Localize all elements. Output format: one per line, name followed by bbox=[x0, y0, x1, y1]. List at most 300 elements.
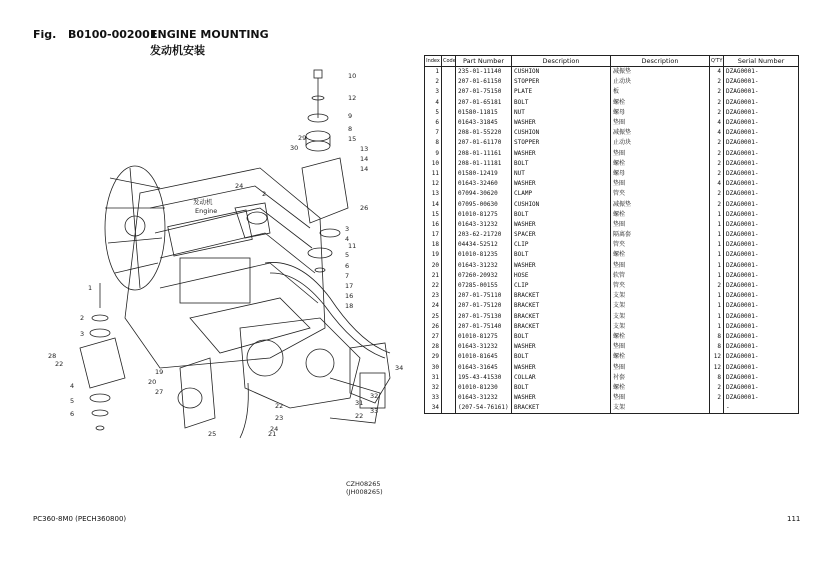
cell-qty: 8 bbox=[710, 332, 724, 342]
cell-part-number: 01010-81230 bbox=[456, 383, 512, 393]
cell-index: 29 bbox=[425, 352, 442, 362]
table-row bbox=[425, 261, 799, 271]
cell-qty: 2 bbox=[710, 108, 724, 118]
cell-serial-number: DZAG0001- bbox=[724, 220, 799, 230]
cell-index: 11 bbox=[425, 169, 442, 179]
callout-label: 16 bbox=[345, 292, 354, 300]
cell-index: 34 bbox=[425, 403, 442, 414]
table-row bbox=[425, 240, 799, 250]
callout-label: 32 bbox=[370, 392, 379, 400]
cell-description-en: BRACKET bbox=[512, 322, 611, 332]
cell-serial-number: DZAG0001- bbox=[724, 77, 799, 87]
cell-index: 32 bbox=[425, 383, 442, 393]
cell-code bbox=[442, 393, 456, 403]
cell-qty: 1 bbox=[710, 312, 724, 322]
cell-index: 15 bbox=[425, 210, 442, 220]
cell-description-en: BOLT bbox=[512, 210, 611, 220]
cell-part-number: 208-01-11181 bbox=[456, 159, 512, 169]
cell-index: 1 bbox=[425, 67, 442, 78]
cell-part-number: 207-01-65181 bbox=[456, 98, 512, 108]
cell-qty: 8 bbox=[710, 342, 724, 352]
callout-label: 19 bbox=[155, 368, 164, 376]
cell-qty: 1 bbox=[710, 220, 724, 230]
cell-serial-number: DZAG0001- bbox=[724, 393, 799, 403]
callout-label: 18 bbox=[345, 302, 354, 310]
cell-qty: 2 bbox=[710, 98, 724, 108]
cell-qty: 4 bbox=[710, 128, 724, 138]
table-row bbox=[425, 149, 799, 159]
cell-description-cn: 螺栓 bbox=[611, 98, 710, 108]
table-row bbox=[425, 128, 799, 138]
cell-serial-number: DZAG0001- bbox=[724, 373, 799, 383]
page-title-chinese: 发动机安装 bbox=[150, 44, 205, 57]
cell-index: 27 bbox=[425, 332, 442, 342]
cell-description-cn: 垫圈 bbox=[611, 118, 710, 128]
table-row bbox=[425, 67, 799, 78]
cell-description-cn: 软管 bbox=[611, 271, 710, 281]
cell-description-en: WASHER bbox=[512, 118, 611, 128]
cell-index: 9 bbox=[425, 149, 442, 159]
cell-index: 18 bbox=[425, 240, 442, 250]
cell-index: 13 bbox=[425, 189, 442, 199]
cell-serial-number: DZAG0001- bbox=[724, 281, 799, 291]
cell-qty: 2 bbox=[710, 159, 724, 169]
cell-part-number: 01010-81645 bbox=[456, 352, 512, 362]
table-row bbox=[425, 210, 799, 220]
cell-code bbox=[442, 271, 456, 281]
cell-qty: 12 bbox=[710, 362, 724, 372]
cell-description-cn: 垫圈 bbox=[611, 179, 710, 189]
cell-description-cn: 螺母 bbox=[611, 108, 710, 118]
cell-serial-number: DZAG0001- bbox=[724, 261, 799, 271]
parts-table-header bbox=[425, 56, 799, 67]
cell-index: 16 bbox=[425, 220, 442, 230]
column-header-part-number: Part Number bbox=[456, 56, 512, 67]
cell-code bbox=[442, 383, 456, 393]
cell-code bbox=[442, 261, 456, 271]
engine-mounting-drawing bbox=[30, 58, 420, 508]
cell-qty: 2 bbox=[710, 393, 724, 403]
cell-description-en: NUT bbox=[512, 169, 611, 179]
page-title: ENGINE MOUNTING bbox=[150, 28, 269, 41]
cell-part-number: 01010-81275 bbox=[456, 210, 512, 220]
cell-code bbox=[442, 189, 456, 199]
cell-part-number: 203-62-21720 bbox=[456, 230, 512, 240]
table-row bbox=[425, 138, 799, 148]
cell-index: 25 bbox=[425, 312, 442, 322]
callout-label: 24 bbox=[270, 425, 279, 433]
cell-code bbox=[442, 312, 456, 322]
cell-description-en: BRACKET bbox=[512, 312, 611, 322]
table-row bbox=[425, 77, 799, 87]
cell-serial-number: DZAG0001- bbox=[724, 250, 799, 260]
cell-part-number: 208-01-11161 bbox=[456, 149, 512, 159]
cell-code bbox=[442, 169, 456, 179]
cell-description-cn: 支架 bbox=[611, 301, 710, 311]
cell-part-number: 195-43-41530 bbox=[456, 373, 512, 383]
callout-label: 1 bbox=[88, 284, 93, 292]
callout-label: 13 bbox=[360, 145, 369, 153]
cell-qty bbox=[710, 403, 724, 414]
cell-part-number: 01643-31232 bbox=[456, 342, 512, 352]
cell-serial-number: DZAG0001- bbox=[724, 159, 799, 169]
cell-part-number: 01580-11815 bbox=[456, 108, 512, 118]
engine-label-en: Engine bbox=[195, 207, 218, 215]
table-row bbox=[425, 322, 799, 332]
callout-label: 17 bbox=[345, 282, 354, 290]
page-number: 111 bbox=[787, 515, 801, 523]
cell-description-en: BRACKET bbox=[512, 403, 611, 414]
callout-label: 34 bbox=[395, 364, 404, 372]
table-row bbox=[425, 87, 799, 97]
cell-serial-number: DZAG0001- bbox=[724, 271, 799, 281]
cell-code bbox=[442, 149, 456, 159]
callout-label: 6 bbox=[345, 262, 350, 270]
cell-index: 20 bbox=[425, 261, 442, 271]
callout-label: 25 bbox=[208, 430, 217, 438]
cell-index: 2 bbox=[425, 77, 442, 87]
cell-description-cn: 螺栓 bbox=[611, 250, 710, 260]
cell-part-number: 07094-30620 bbox=[456, 189, 512, 199]
cell-qty: 2 bbox=[710, 87, 724, 97]
cell-description-en: BRACKET bbox=[512, 301, 611, 311]
cell-part-number: 01643-31845 bbox=[456, 118, 512, 128]
cell-index: 10 bbox=[425, 159, 442, 169]
cell-description-cn: 螺栓 bbox=[611, 383, 710, 393]
cell-serial-number: DZAG0001- bbox=[724, 87, 799, 97]
cell-serial-number: DZAG0001- bbox=[724, 199, 799, 209]
cell-serial-number: DZAG0001- bbox=[724, 291, 799, 301]
callout-label: 2 bbox=[80, 314, 85, 322]
cell-index: 17 bbox=[425, 230, 442, 240]
callout-label: 2 bbox=[262, 190, 267, 198]
cell-part-number: 01643-31232 bbox=[456, 220, 512, 230]
cell-description-en: BOLT bbox=[512, 383, 611, 393]
column-header-serial-number: Serial Number bbox=[724, 56, 799, 67]
cell-serial-number: DZAG0001- bbox=[724, 352, 799, 362]
cell-part-number: 01643-31645 bbox=[456, 362, 512, 372]
hydraulic-pump bbox=[240, 318, 360, 408]
column-header-description-cn: Description bbox=[611, 56, 710, 67]
cell-serial-number: DZAG0001- bbox=[724, 301, 799, 311]
cell-description-cn: 垫圈 bbox=[611, 220, 710, 230]
cell-code bbox=[442, 138, 456, 148]
callout-label: 4 bbox=[345, 235, 350, 243]
cell-part-number: 207-01-61150 bbox=[456, 77, 512, 87]
cell-serial-number: DZAG0001- bbox=[724, 138, 799, 148]
callout-label: 8 bbox=[348, 125, 353, 133]
bracket-bottom bbox=[180, 358, 215, 428]
cell-description-en: WASHER bbox=[512, 393, 611, 403]
callout-label: 27 bbox=[155, 388, 164, 396]
cell-description-cn: 管夹 bbox=[611, 189, 710, 199]
bracket-left-lower bbox=[80, 338, 125, 388]
cell-serial-number: DZAG0001- bbox=[724, 383, 799, 393]
drawing-ref-code: CZH08265 bbox=[346, 480, 381, 488]
callout-label: 3 bbox=[345, 225, 350, 233]
cell-description-en: PLATE bbox=[512, 87, 611, 97]
cell-code bbox=[442, 342, 456, 352]
cell-part-number: 01010-81235 bbox=[456, 250, 512, 260]
cell-qty: 1 bbox=[710, 301, 724, 311]
cell-description-en: CLIP bbox=[512, 281, 611, 291]
cell-part-number: 207-01-75120 bbox=[456, 301, 512, 311]
cell-serial-number: DZAG0001- bbox=[724, 128, 799, 138]
cell-serial-number: DZAG0001- bbox=[724, 210, 799, 220]
cell-index: 22 bbox=[425, 281, 442, 291]
table-row bbox=[425, 352, 799, 362]
cell-description-cn: 板 bbox=[611, 87, 710, 97]
cell-part-number: 207-01-75110 bbox=[456, 291, 512, 301]
cell-description-cn: 减振垫 bbox=[611, 67, 710, 78]
drawing-ref-code-alt: (JH008265) bbox=[346, 488, 383, 496]
cell-description-en: BRACKET bbox=[512, 291, 611, 301]
cell-part-number: 207-01-75150 bbox=[456, 87, 512, 97]
cell-code bbox=[442, 210, 456, 220]
cell-description-cn: 螺栓 bbox=[611, 352, 710, 362]
cell-serial-number: DZAG0001- bbox=[724, 230, 799, 240]
cell-serial-number: DZAG0001- bbox=[724, 362, 799, 372]
column-header-index: Index bbox=[425, 56, 442, 67]
cell-part-number: (207-54-76161) bbox=[456, 403, 512, 414]
cell-serial-number: DZAG0001- bbox=[724, 108, 799, 118]
callout-label: 22 bbox=[55, 360, 64, 368]
cell-qty: 2 bbox=[710, 189, 724, 199]
cell-code bbox=[442, 352, 456, 362]
cell-code bbox=[442, 87, 456, 97]
callout-label: 29 bbox=[298, 134, 307, 142]
cell-description-cn: 减振垫 bbox=[611, 199, 710, 209]
cell-description-cn: 止动块 bbox=[611, 138, 710, 148]
cell-index: 14 bbox=[425, 199, 442, 209]
cell-description-en: CUSHION bbox=[512, 199, 611, 209]
cell-part-number: 235-01-11140 bbox=[456, 67, 512, 78]
callout-label: 28 bbox=[48, 352, 57, 360]
cell-serial-number: DZAG0001- bbox=[724, 98, 799, 108]
table-row bbox=[425, 373, 799, 383]
column-header-code: Code bbox=[442, 56, 456, 67]
cell-description-cn: 螺栓 bbox=[611, 332, 710, 342]
table-row bbox=[425, 199, 799, 209]
cell-code bbox=[442, 291, 456, 301]
cell-index: 4 bbox=[425, 98, 442, 108]
table-row bbox=[425, 108, 799, 118]
cell-part-number: 207-01-61170 bbox=[456, 138, 512, 148]
cell-serial-number: DZAG0001- bbox=[724, 149, 799, 159]
cell-qty: 8 bbox=[710, 373, 724, 383]
cell-part-number: 01580-12419 bbox=[456, 169, 512, 179]
cell-qty: 4 bbox=[710, 118, 724, 128]
column-header-qty: Q'TY bbox=[710, 56, 724, 67]
callout-label: 23 bbox=[275, 414, 284, 422]
cell-qty: 1 bbox=[710, 210, 724, 220]
callout-label: 22 bbox=[355, 412, 364, 420]
cell-serial-number: DZAG0001- bbox=[724, 169, 799, 179]
cell-part-number: 07095-00630 bbox=[456, 199, 512, 209]
cell-description-cn: 垫圈 bbox=[611, 362, 710, 372]
parts-table-body bbox=[425, 67, 799, 414]
engine-block bbox=[125, 168, 325, 368]
callout-label: 30 bbox=[290, 144, 299, 152]
callout-label: 33 bbox=[370, 407, 379, 415]
callout-label: 6 bbox=[70, 410, 75, 418]
table-row bbox=[425, 169, 799, 179]
cell-code bbox=[442, 108, 456, 118]
cell-code bbox=[442, 98, 456, 108]
cell-serial-number: DZAG0001- bbox=[724, 322, 799, 332]
table-row bbox=[425, 312, 799, 322]
callout-label: 3 bbox=[80, 330, 85, 338]
table-row bbox=[425, 281, 799, 291]
table-row bbox=[425, 362, 799, 372]
table-row bbox=[425, 220, 799, 230]
cell-description-en: BOLT bbox=[512, 250, 611, 260]
table-row bbox=[425, 230, 799, 240]
mount-bracket-right bbox=[302, 158, 348, 223]
cell-serial-number: DZAG0001- bbox=[724, 312, 799, 322]
callout-label: 7 bbox=[345, 272, 350, 280]
cell-qty: 1 bbox=[710, 250, 724, 260]
callout-label: 14 bbox=[360, 165, 369, 173]
cell-qty: 2 bbox=[710, 281, 724, 291]
cell-index: 23 bbox=[425, 291, 442, 301]
cell-description-cn: 垫圈 bbox=[611, 149, 710, 159]
cell-description-cn: 螺母 bbox=[611, 169, 710, 179]
cell-index: 24 bbox=[425, 301, 442, 311]
cell-serial-number: DZAG0001- bbox=[724, 189, 799, 199]
cell-part-number: 207-01-75130 bbox=[456, 312, 512, 322]
cell-part-number: 207-01-75140 bbox=[456, 322, 512, 332]
cell-description-cn: 螺栓 bbox=[611, 159, 710, 169]
cell-qty: 1 bbox=[710, 291, 724, 301]
callout-label: 24 bbox=[235, 182, 244, 190]
cell-index: 12 bbox=[425, 179, 442, 189]
cell-code bbox=[442, 281, 456, 291]
engine-label: 发动机 bbox=[193, 198, 213, 206]
cell-index: 19 bbox=[425, 250, 442, 260]
callout-label: 14 bbox=[360, 155, 369, 163]
cell-index: 33 bbox=[425, 393, 442, 403]
table-row bbox=[425, 189, 799, 199]
table-row bbox=[425, 291, 799, 301]
cell-description-en: CUSHION bbox=[512, 67, 611, 78]
table-row bbox=[425, 271, 799, 281]
cell-code bbox=[442, 322, 456, 332]
cell-description-en: WASHER bbox=[512, 362, 611, 372]
callout-label: 4 bbox=[70, 382, 75, 390]
parts-table bbox=[424, 55, 799, 414]
cell-description-cn: 减振垫 bbox=[611, 128, 710, 138]
cell-description-cn: 支架 bbox=[611, 291, 710, 301]
cell-description-en: NUT bbox=[512, 108, 611, 118]
cell-index: 30 bbox=[425, 362, 442, 372]
cell-description-cn: 垫圈 bbox=[611, 393, 710, 403]
cell-index: 28 bbox=[425, 342, 442, 352]
cell-serial-number: DZAG0001- bbox=[724, 118, 799, 128]
cell-code bbox=[442, 199, 456, 209]
table-row bbox=[425, 179, 799, 189]
cell-description-en: WASHER bbox=[512, 261, 611, 271]
cell-code bbox=[442, 332, 456, 342]
cell-qty: 12 bbox=[710, 352, 724, 362]
cell-description-cn: 止动块 bbox=[611, 77, 710, 87]
cell-index: 26 bbox=[425, 322, 442, 332]
cell-index: 3 bbox=[425, 87, 442, 97]
cell-qty: 2 bbox=[710, 149, 724, 159]
cell-code bbox=[442, 128, 456, 138]
table-row bbox=[425, 393, 799, 403]
cell-description-en: BOLT bbox=[512, 352, 611, 362]
callout-label: 5 bbox=[70, 397, 75, 405]
cell-description-en: BOLT bbox=[512, 98, 611, 108]
cell-description-cn: 管夹 bbox=[611, 240, 710, 250]
cell-qty: 2 bbox=[710, 138, 724, 148]
cell-description-en: CLAMP bbox=[512, 189, 611, 199]
cell-qty: 2 bbox=[710, 199, 724, 209]
cell-serial-number: DZAG0001- bbox=[724, 240, 799, 250]
exploded-view-illustration bbox=[30, 58, 420, 508]
cell-qty: 1 bbox=[710, 322, 724, 332]
cell-part-number: 01643-31232 bbox=[456, 393, 512, 403]
table-row bbox=[425, 159, 799, 169]
cell-code bbox=[442, 67, 456, 78]
callout-label: 15 bbox=[348, 135, 357, 143]
callout-label: 22 bbox=[275, 402, 284, 410]
cell-index: 31 bbox=[425, 373, 442, 383]
table-row bbox=[425, 403, 799, 414]
figure-code: B0100-002001 bbox=[68, 28, 158, 41]
cell-part-number: 07285-00155 bbox=[456, 281, 512, 291]
cell-description-cn: 螺栓 bbox=[611, 210, 710, 220]
cell-index: 21 bbox=[425, 271, 442, 281]
cell-description-en: CLIP bbox=[512, 240, 611, 250]
cell-serial-number: DZAG0001- bbox=[724, 332, 799, 342]
callout-label: 26 bbox=[360, 204, 369, 212]
table-row bbox=[425, 98, 799, 108]
cell-qty: 1 bbox=[710, 271, 724, 281]
cell-qty: 1 bbox=[710, 261, 724, 271]
cell-serial-number: DZAG0001- bbox=[724, 67, 799, 78]
cell-description-en: WASHER bbox=[512, 179, 611, 189]
cell-qty: 1 bbox=[710, 230, 724, 240]
table-row bbox=[425, 301, 799, 311]
cell-description-en: WASHER bbox=[512, 220, 611, 230]
cell-part-number: 01010-81275 bbox=[456, 332, 512, 342]
table-row bbox=[425, 332, 799, 342]
cell-description-cn: 衬套 bbox=[611, 373, 710, 383]
callout-label: 9 bbox=[348, 112, 353, 120]
column-header-description-en: Description bbox=[512, 56, 611, 67]
figure-label: Fig. bbox=[33, 28, 57, 41]
cell-description-en: STOPPER bbox=[512, 77, 611, 87]
cell-description-en: WASHER bbox=[512, 342, 611, 352]
cell-qty: 2 bbox=[710, 77, 724, 87]
cell-description-cn: 垫圈 bbox=[611, 342, 710, 352]
cell-code bbox=[442, 179, 456, 189]
cell-part-number: 04434-52512 bbox=[456, 240, 512, 250]
cell-code bbox=[442, 240, 456, 250]
cell-description-en: BOLT bbox=[512, 159, 611, 169]
cell-index: 5 bbox=[425, 108, 442, 118]
cell-description-cn: 管夹 bbox=[611, 281, 710, 291]
cell-code bbox=[442, 373, 456, 383]
cell-description-en: BOLT bbox=[512, 332, 611, 342]
drawing-reference bbox=[346, 480, 383, 496]
callout-label: 11 bbox=[348, 242, 357, 250]
table-row bbox=[425, 118, 799, 128]
cell-code bbox=[442, 230, 456, 240]
cell-description-cn: 垫圈 bbox=[611, 261, 710, 271]
